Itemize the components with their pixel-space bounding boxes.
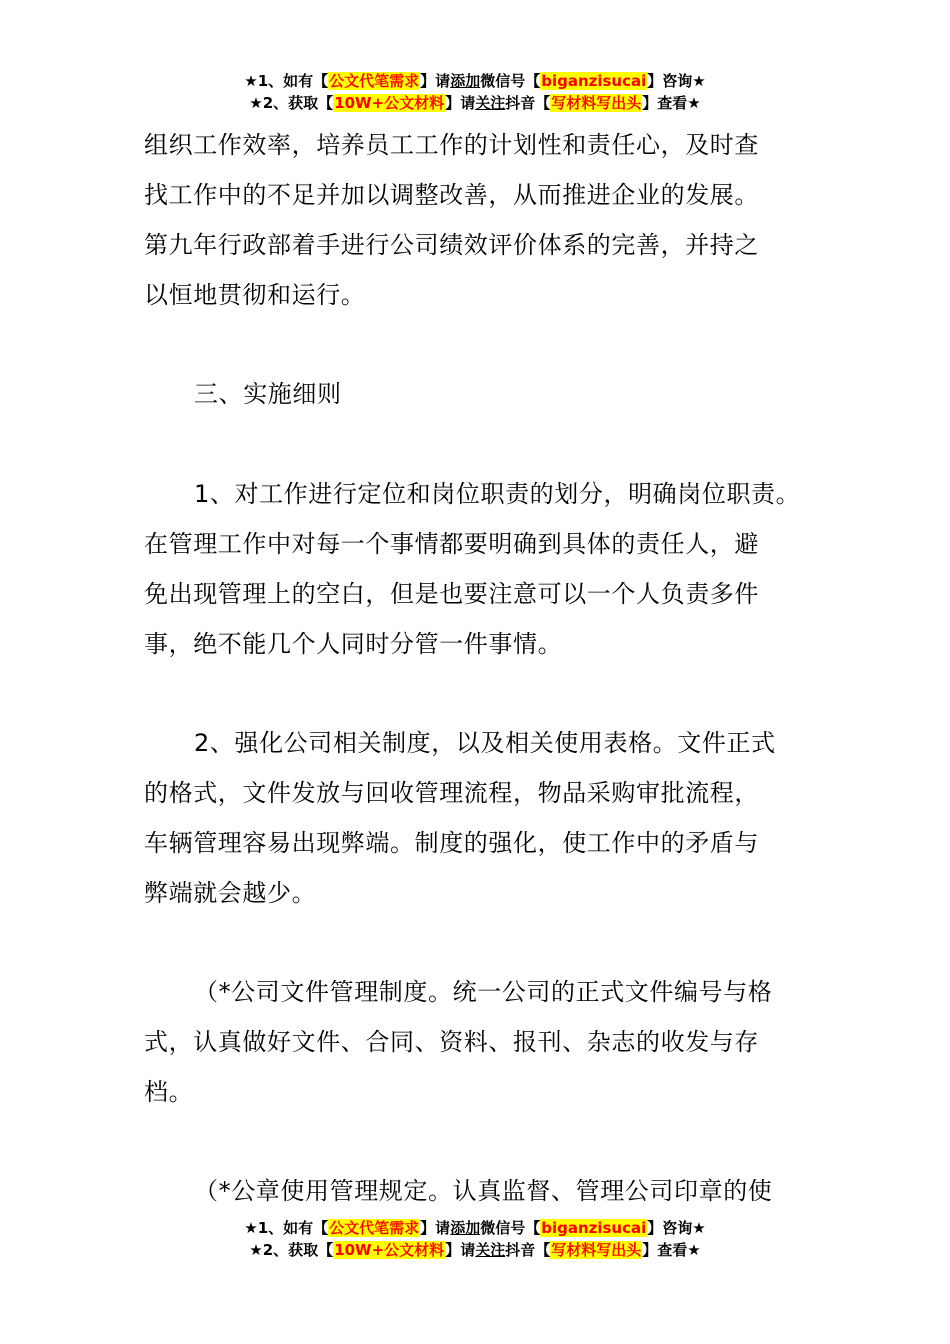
text-line: 事，绝不能几个人同时分管一件事情。 — [144, 630, 563, 658]
banner-emphasis: 关注 — [475, 94, 506, 112]
banner-text: 微信号【 — [480, 72, 541, 90]
header-banner — [0, 70, 950, 114]
paragraph-item-3 — [144, 967, 810, 1117]
banner-text: 】咨询★ — [647, 1219, 706, 1237]
paragraph-item-2 — [144, 718, 810, 918]
banner-text: ★2、获取【 — [249, 1241, 334, 1259]
banner-text: 微信号【 — [480, 1219, 541, 1237]
text-line: 的格式，文件发放与回收管理流程，物品采购审批流程， — [144, 779, 759, 807]
paragraph-item-1 — [144, 469, 810, 669]
text-line: 车辆管理容易出现弊端。制度的强化，使工作中的矛盾与 — [144, 829, 759, 857]
text-line: 免出现管理上的空白，但是也要注意可以一个人负责多件 — [144, 580, 759, 608]
text-line: 找工作中的不足并加以调整改善，从而推进企业的发展。 — [144, 181, 759, 209]
banner-text: 】请 — [420, 1219, 451, 1237]
paragraph-intro-continuation — [144, 120, 810, 320]
text-line: 档。 — [144, 1078, 194, 1106]
banner-text: ★2、获取【 — [249, 94, 334, 112]
banner-highlight: biganzisucai — [541, 72, 647, 90]
paragraph-item-4 — [144, 1166, 810, 1216]
banner-text: 抖音【 — [505, 94, 551, 112]
banner-text: 】查看★ — [642, 1241, 701, 1259]
text-line: 1、对工作进行定位和岗位职责的划分，明确岗位职责。 — [194, 480, 801, 508]
banner-text: 】请 — [445, 1241, 476, 1259]
banner-highlight: 10W+公文材料 — [334, 94, 445, 112]
banner-highlight: 写材料写出头 — [551, 1241, 642, 1259]
banner-emphasis: 添加 — [450, 1219, 481, 1237]
footer-banner-line-2 — [0, 1239, 950, 1261]
text-line: 式，认真做好文件、合同、资料、报刊、杂志的收发与存 — [144, 1028, 759, 1056]
banner-text: ★1、如有【 — [244, 1219, 329, 1237]
banner-emphasis: 关注 — [475, 1241, 506, 1259]
banner-highlight: biganzisucai — [541, 1219, 647, 1237]
text-line: 以恒地贯彻和运行。 — [144, 281, 366, 309]
footer-banner-line-1 — [0, 1217, 950, 1239]
banner-highlight: 公文代笔需求 — [329, 72, 420, 90]
banner-text: 抖音【 — [505, 1241, 551, 1259]
text-line: 第九年行政部着手进行公司绩效评价体系的完善，并持之 — [144, 231, 759, 259]
text-line: 在管理工作中对每一个事情都要明确到具体的责任人，避 — [144, 530, 759, 558]
text-line: （*公司文件管理制度。统一公司的正式文件编号与格 — [194, 978, 773, 1006]
banner-highlight: 公文代笔需求 — [329, 1219, 420, 1237]
header-banner-line-2 — [0, 92, 950, 114]
banner-text: 】请 — [445, 94, 476, 112]
section-heading — [144, 369, 810, 419]
banner-text: 】请 — [420, 72, 451, 90]
banner-text: 】查看★ — [642, 94, 701, 112]
banner-highlight: 写材料写出头 — [551, 94, 642, 112]
section-heading-text: 三、实施细则 — [194, 380, 342, 408]
banner-text: ★1、如有【 — [244, 72, 329, 90]
text-line: （*公章使用管理规定。认真监督、管理公司印章的使 — [194, 1177, 773, 1205]
text-line: 2、强化公司相关制度，以及相关使用表格。文件正式 — [194, 729, 776, 757]
text-line: 组织工作效率，培养员工工作的计划性和责任心，及时查 — [144, 131, 759, 159]
banner-emphasis: 添加 — [450, 72, 481, 90]
banner-text: 】咨询★ — [647, 72, 706, 90]
text-line: 弊端就会越少。 — [144, 879, 317, 907]
footer-banner — [0, 1217, 950, 1261]
header-banner-line-1 — [0, 70, 950, 92]
banner-highlight: 10W+公文材料 — [334, 1241, 445, 1259]
